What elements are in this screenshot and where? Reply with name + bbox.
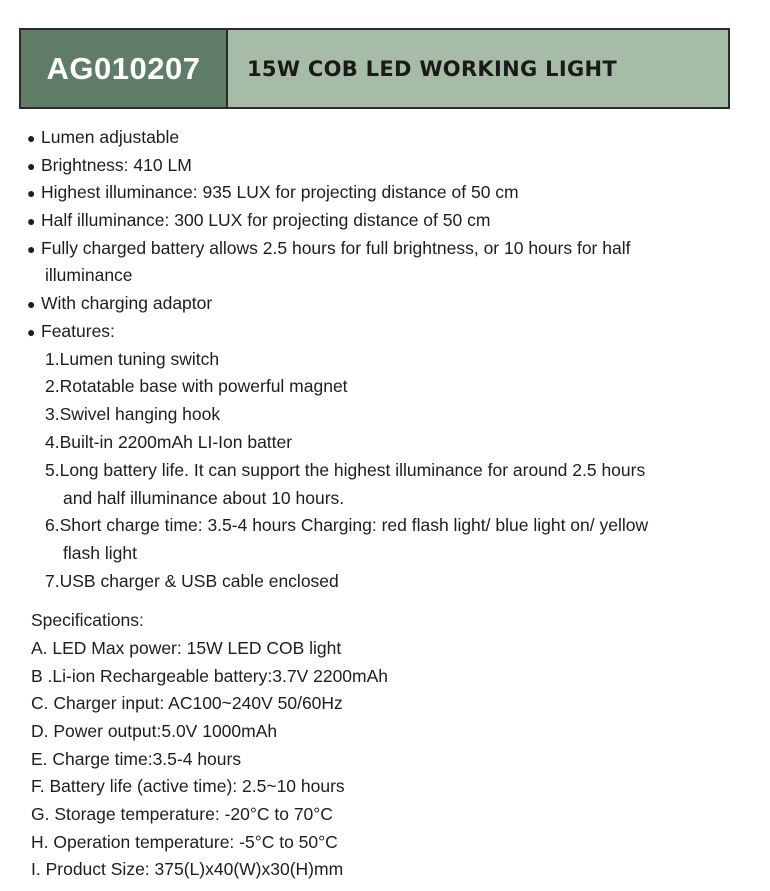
spec-item: D. Power output:5.0V 1000mAh: [31, 721, 278, 741]
bullet-item-continuation: illuminance: [45, 265, 133, 285]
feature-item: 2.Rotatable base with powerful magnet: [45, 376, 348, 396]
bullet-dot-icon: ●: [27, 324, 36, 340]
spec-item: I. Product Size: 375(L)x40(W)x30(H)mm: [31, 859, 344, 879]
spec-item: C. Charger input: AC100~240V 50/60Hz: [31, 693, 343, 713]
bullet-item: ● Half illuminance: 300 LUX for projecting distance of 50 cm: [27, 210, 491, 230]
feature-item-continuation: flash light: [63, 543, 137, 563]
bullet-dot-icon: ●: [27, 241, 36, 257]
spec-item: B .Li-ion Rechargeable battery:3.7V 2200mAh: [31, 666, 389, 686]
feature-item: 6.Short charge time: 3.5-4 hours Charging: red flash light/ blue light on/ yellow: [45, 515, 649, 535]
spec-item: F. Battery life (active time): 2.5~10 hours: [31, 776, 345, 796]
product-title: 15W COB LED WORKING LIGHT: [228, 30, 728, 107]
specifications-heading: Specifications:: [31, 610, 144, 630]
bullet-dot-icon: ●: [27, 296, 36, 312]
feature-item: 1.Lumen tuning switch: [45, 349, 220, 369]
spec-item: H. Operation temperature: -5°C to 50°C: [31, 832, 338, 852]
bullet-item: ● Fully charged battery allows 2.5 hours for full brightness, or 10 hours for half: [27, 238, 631, 258]
spec-item: E. Charge time:3.5-4 hours: [31, 749, 242, 769]
feature-item: 5.Long battery life. It can support the highest illuminance for around 2.5 hours: [45, 460, 646, 480]
spec-item: G. Storage temperature: -20°C to 70°C: [31, 804, 333, 824]
feature-item: 3.Swivel hanging hook: [45, 404, 221, 424]
bullet-item: ● Lumen adjustable: [27, 127, 180, 147]
bullet-item: ● With charging adaptor: [27, 293, 213, 313]
product-header: [19, 28, 730, 109]
feature-item: 7.USB charger & USB cable enclosed: [45, 571, 339, 591]
bullet-dot-icon: ●: [27, 158, 36, 174]
spec-item: A. LED Max power: 15W LED COB light: [31, 638, 342, 658]
bullet-item: ● Brightness: 410 LM: [27, 155, 192, 175]
bullet-dot-icon: ●: [27, 130, 36, 146]
bullet-dot-icon: ●: [27, 213, 36, 229]
feature-item: 4.Built-in 2200mAh LI-Ion batter: [45, 432, 293, 452]
bullet-item: ● Features:: [27, 321, 115, 341]
bullet-item: ● Highest illuminance: 935 LUX for projecting distance of 50 cm: [27, 182, 519, 202]
bullet-dot-icon: ●: [27, 185, 36, 201]
product-code: AG010207: [21, 30, 228, 107]
feature-item-continuation: and half illuminance about 10 hours.: [63, 488, 345, 508]
